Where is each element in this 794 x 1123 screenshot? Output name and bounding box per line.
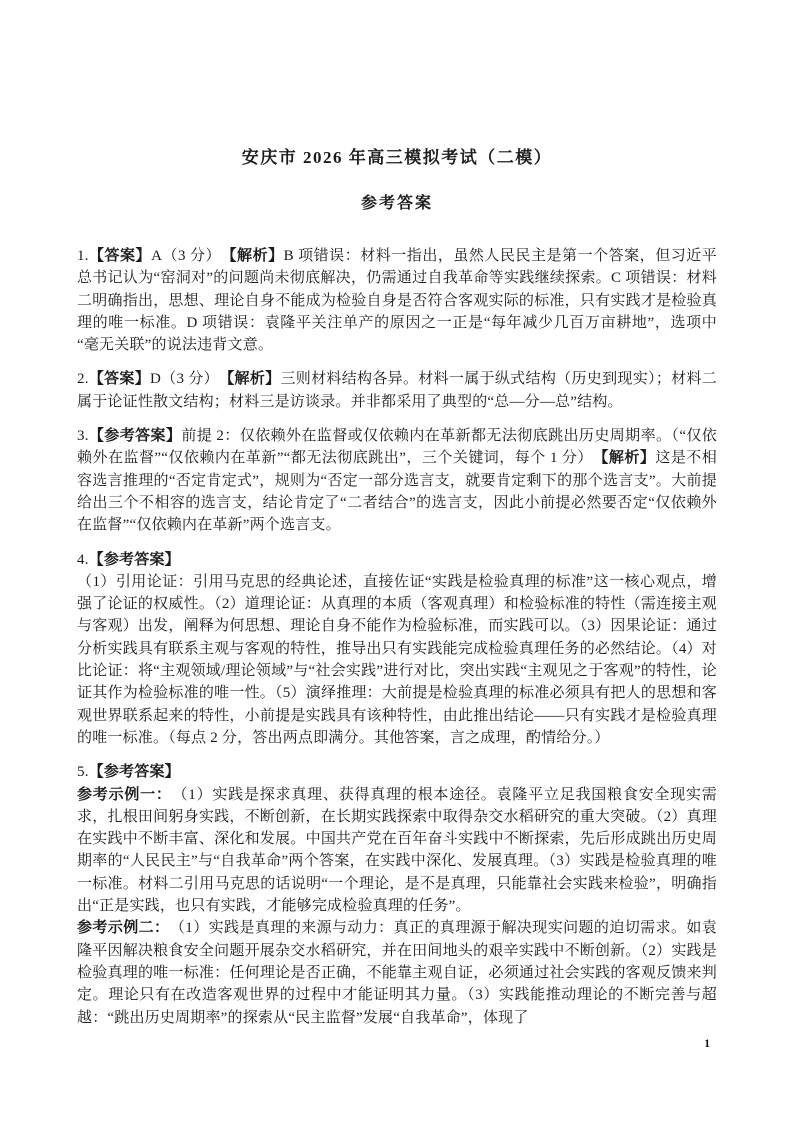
document-title: 安庆市 2026 年高三模拟考试（二模） bbox=[241, 148, 553, 167]
answer-3-analysis-label: 【解析】 bbox=[600, 450, 656, 467]
question-4-number: 4. bbox=[77, 551, 89, 568]
answer-item-5 bbox=[77, 761, 717, 1029]
page-number: 1 bbox=[704, 1038, 710, 1050]
answer-1-analysis-label: 【解析】 bbox=[229, 248, 284, 264]
answer-1-analysis-text: B 项错误：材料一指出，虽然人民民主是第一个答案，但习近平总书记认为“窑洞对”的问题尚未彻底解决，仍需通过自我革命等实践继续探索。C 项错误：材料二明确指出，思想、理论自身不能成为检验自身是否符合客观实际的标准，只有实践才是检验真理的唯一标准。D 项错误：袁隆平关注单产的原因之一正是“每年减少几百万亩耕地”，选项中“毫无关联”的说法违背文意。 bbox=[77, 248, 717, 354]
answer-1-paragraph bbox=[77, 245, 717, 356]
question-3-number: 3. bbox=[77, 428, 89, 445]
answer-3-analysis-text: 这是不相容选言推理的“否定肯定式”，规则为“否定一部分选言支，就要肯定剩下的那个选言支”。大前提给出三个不相容的选言支，结论肯定了“二者结合”的选言支，因此小前提必然要否定“仅依赖外在监督”“仅依赖内在革新”两个选言支。 bbox=[77, 450, 717, 534]
answer-4-body: （1）引用论证：引用马克思的经典论述，直接佐证“实践是检验真理的标准”这一核心观点，增强了论证的权威性。（2）道理论证：从真理的本质（客观真理）和检验标准的特性（需连接主观与客观）出发，阐释为何思想、理论自身不能作为检验标准，而实践可以。（3）因果论证：通过分析实践具有联系主观与客观的特性，推导出只有实践能完成检验真理任务的必然结论。（4）对比论证：将“主观领域/理论领域”与“社会实践”进行对比，突出实践“主观见之于客观”的特性，论证其作为检验标准的唯一性。（5）演绎推理：大前提是检验真理的标准必须具有把人的思想和客观世界联系起来的特性，小前提是实践具有该种特性，由此推出结论——只有实践才是检验真理的唯一标准。（每点 2 分，答出两点即满分。其他答案，言之成理，酌情给分。） bbox=[77, 573, 717, 746]
answers-section bbox=[77, 245, 717, 1029]
answer-2-paragraph bbox=[77, 368, 717, 413]
answer-5-example-1 bbox=[77, 784, 717, 918]
answer-2-answer-label: 【答案】 bbox=[88, 371, 151, 388]
answer-item-3 bbox=[77, 425, 717, 536]
question-5-number: 5. bbox=[77, 764, 89, 781]
answer-1-answer-label: 【答案】 bbox=[88, 248, 152, 264]
answer-item-2 bbox=[77, 368, 717, 413]
answer-4-reference-label: 【参考答案】 bbox=[88, 551, 180, 568]
example-2-label: 参考示例二： bbox=[77, 920, 162, 937]
answer-2-analysis-text: 三则材料结构各异。材料一属于纵式结构（历史到现实）；材料二属于论证性散文结构；材料三是访谈录。并非都采用了典型的“总—分—总”结构。 bbox=[77, 371, 717, 410]
answer-2-analysis-label: 【解析】 bbox=[226, 371, 281, 388]
answer-5-example-2 bbox=[77, 917, 717, 1028]
answer-3-reference-label: 【参考答案】 bbox=[88, 428, 182, 445]
answer-5-reference-label: 【参考答案】 bbox=[88, 764, 180, 781]
example-2-text: （1）实践是真理的来源与动力：真正的真理源于解决现实问题的迫切需求。如袁隆平因解决粮食安全问题开展杂交水稻研究，并在田间地头的艰辛实践中不断创新。（2）实践是检验真理的唯一标准：任何理论是否正确，不能靠主观自证，必须通过社会实践的客观反馈来判定。理论只有在改造客观世界的过程中才能证明其力量。（3）实践能推动理论的不断完善与超越：“跳出历史周期率”的探索从“民主监督”发展“自我革命”，体现了 bbox=[77, 920, 718, 1026]
answer-item-1 bbox=[77, 245, 717, 356]
example-1-label: 参考示例一： bbox=[77, 786, 165, 803]
answer-item-4 bbox=[77, 549, 717, 750]
answer-5-header bbox=[77, 761, 717, 783]
answer-4-header bbox=[77, 549, 717, 571]
answer-2-answer-value: D（3 分） bbox=[150, 371, 227, 388]
document-subtitle: 参考答案 bbox=[360, 195, 433, 212]
answer-3-reference-text: 前提 2：仅依赖外在监督或仅依赖内在革新都无法彻底跳出历史周期率。（“仅依赖外在监督”“仅依赖内在革新”“都无法彻底跳出”，三个关键词，每个 1 分） bbox=[77, 428, 718, 467]
example-1-text: （1）实践是探求真理、获得真理的根本途径。袁隆平立足我国粮食安全现实需求，扎根田间躬身实践，不断创新，在长期实践探索中取得杂交水稻研究的重大突破。（2）真理在实践中不断丰富、深化和发展。中国共产党在百年奋斗实践中不断探索，先后形成跳出历史周期率的“人民民主”与“自我革命”两个答案，在实践中深化、发展真理。（3）实践是检验真理的唯一标准。材料二引用马克思的话说明“一个理论，是不是真理，只能靠社会实践来检验”，明确指出“正是实践，也只有实践，才能够完成检验真理的任务”。 bbox=[77, 786, 717, 915]
question-2-number: 2. bbox=[77, 371, 89, 388]
answer-1-answer-value: A（3 分） bbox=[151, 248, 230, 264]
answer-3-paragraph bbox=[77, 425, 717, 536]
question-1-number: 1. bbox=[77, 248, 89, 264]
